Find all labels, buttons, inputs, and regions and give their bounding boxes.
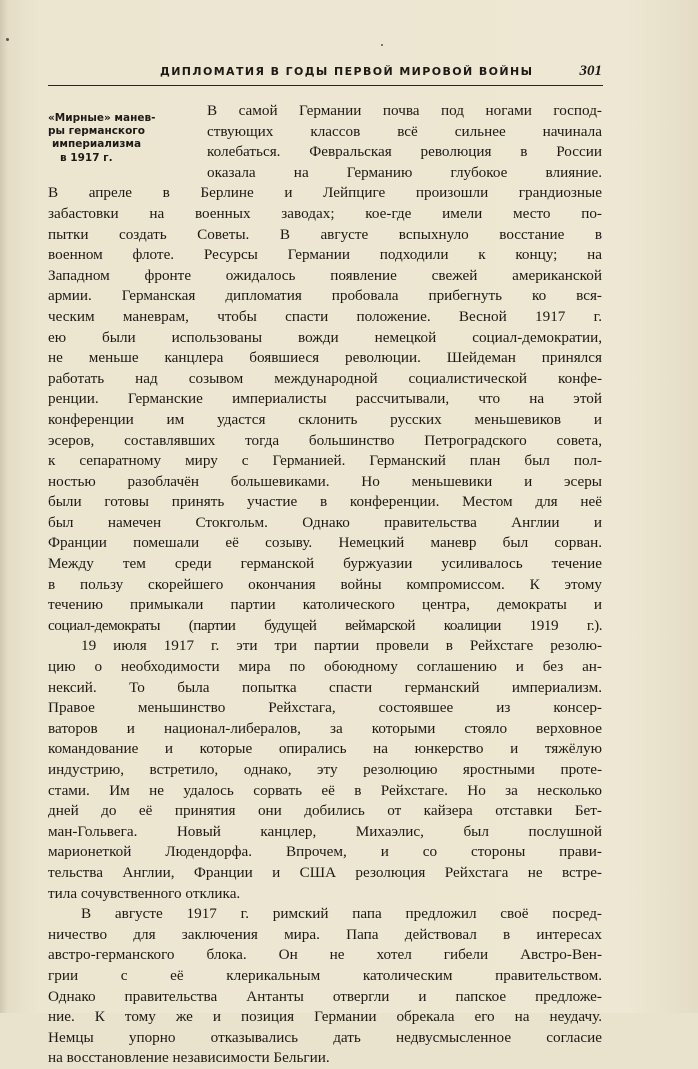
text-line: ренции. Германские империалисты рассчитывали, что на этой xyxy=(48,390,602,408)
text-line: Правое меньшинство Рейхстага, состоявшее из консер- xyxy=(48,699,602,717)
text-line: военном флоте. Ресурсы Германии подходили к концу; на xyxy=(48,246,602,264)
text-line: ничество для заключения мира. Папа действовал в интересах xyxy=(48,925,602,943)
text-line: течению примыкали партии католического центра, демократы и xyxy=(48,596,602,614)
text-line: ман-Гольвега. Новый канцлер, Михаэлис, был послушной xyxy=(48,822,602,840)
page-edge-shadow xyxy=(0,0,8,1013)
running-title: ДИПЛОМАТИЯ В ГОДЫ ПЕРВОЙ МИРОВОЙ ВОЙНЫ xyxy=(160,65,534,78)
text-line: В августе 1917 г. римский папа предложил своё посред- xyxy=(81,905,602,923)
print-speck xyxy=(381,44,383,46)
text-line: были готовы принять участие в конференции. Местом для неё xyxy=(48,493,602,511)
text-line: дней до её принятия они добились от кайзера отставки Бет- xyxy=(48,802,602,820)
margin-note-line: в 1917 г. xyxy=(60,151,113,164)
text-line: 19 июля 1917 г. эти три партии провели в Рейхстаге резолю- xyxy=(81,637,602,655)
text-line: пытки создать Советы. В августе вспыхнуло восстание в xyxy=(48,225,602,243)
text-line: Однако правительства Антанты отвергли и папское предложе- xyxy=(48,987,602,1005)
text-line: Между тем среди германской буржуазии усиливалось течение xyxy=(48,555,602,573)
text-line: ею были использованы вожди немецкой социал-демократии, xyxy=(48,328,602,346)
text-line: на восстановление независимости Бельгии. xyxy=(48,1049,330,1067)
text-line: в пользу скорейшего окончания войны компромиссом. К этому xyxy=(48,575,602,593)
text-line: забастовки на военных заводах; кое-где имели место по- xyxy=(48,204,602,222)
text-line: конференции им удастся склонить русских меньшевиков и xyxy=(48,410,602,428)
header-rule xyxy=(48,85,603,86)
page-number: 301 xyxy=(579,63,602,79)
text-line: к сепаратному миру с Германией. Германский план был пол- xyxy=(48,452,602,470)
margin-note-line: ры германского xyxy=(48,125,145,138)
text-line: социал-демократы (партии будущей веймарской коалиции 1919 г.). xyxy=(48,616,602,634)
page-header xyxy=(160,63,602,83)
text-line: В апреле в Берлине и Лейпциге произошли грандиозные xyxy=(48,184,602,202)
text-line: ствующих классов всё сильнее начинала xyxy=(207,122,602,140)
text-line: работать над созывом международной социалистической конфе- xyxy=(48,369,602,387)
print-speck xyxy=(6,38,9,41)
margin-note-line: империализма xyxy=(52,138,142,151)
text-line: Немцы упорно отказывались дать недвусмысленное согласие xyxy=(48,1028,602,1046)
text-line: эсеров, составлявших тогда большинство Петроградского совета, xyxy=(48,431,602,449)
text-line: Западном фронте ожидалось появление свежей американской xyxy=(48,266,602,284)
text-line: В самой Германии почва под ногами господ- xyxy=(207,102,602,119)
text-line: Франции помешали её созыву. Немецкий маневр был сорван. xyxy=(48,534,602,552)
text-line: ностью разоблачён большевиками. Но меньшевики и эсеры xyxy=(48,472,602,490)
text-line: ваторов и национал-либералов, за которыми стояло верховное xyxy=(48,719,602,737)
text-line: ние. К тому же и позиция Германии обрекала его на неудачу. xyxy=(48,1008,602,1026)
text-line: индустрию, встретило, однако, эту резолюцию яростными проте- xyxy=(48,761,602,778)
text-line: был намечен Стокгольм. Однако правительства Англии и xyxy=(48,513,602,531)
text-line: тельства Англии, Франции и США резолюция Рейхстага не встре- xyxy=(48,863,602,881)
text-line: ческим маневрам, чтобы спасти положение. Весной 1917 г. xyxy=(48,307,602,325)
text-line: марионеткой Людендорфа. Впрочем, и со стороны прави- xyxy=(48,843,602,861)
text-line: командование и которые опирались на юнкерство и тяжёлую xyxy=(48,740,602,758)
text-line: тила сочувственного отклика. xyxy=(48,884,241,902)
margin-note-line: «Мирные» манев- xyxy=(48,112,156,124)
text-line: цию о необходимости мира по обоюдному соглашению и без ан- xyxy=(48,658,602,676)
body-text xyxy=(48,101,602,1069)
text-line: австро-германского блока. Он не хотел гибели Австро-Вен- xyxy=(48,946,602,964)
text-line: оказала на Германию глубокое влияние. xyxy=(207,163,602,181)
text-line: нексий. То была попытка спасти германский империализм. xyxy=(48,678,602,696)
text-line: армии. Германская дипломатия пробовала прибегнуть ко вся- xyxy=(48,287,602,305)
text-line: грии с её клерикальным католическим правительством. xyxy=(48,966,602,984)
text-line: не меньше канцлера боявшиеся революции. Шейдеман принялся xyxy=(48,349,602,367)
text-line: стами. Им не удалось сорвать её в Рейхстаге. Но за несколько xyxy=(48,781,602,799)
text-line: колебаться. Февральская революция в России xyxy=(207,143,602,161)
